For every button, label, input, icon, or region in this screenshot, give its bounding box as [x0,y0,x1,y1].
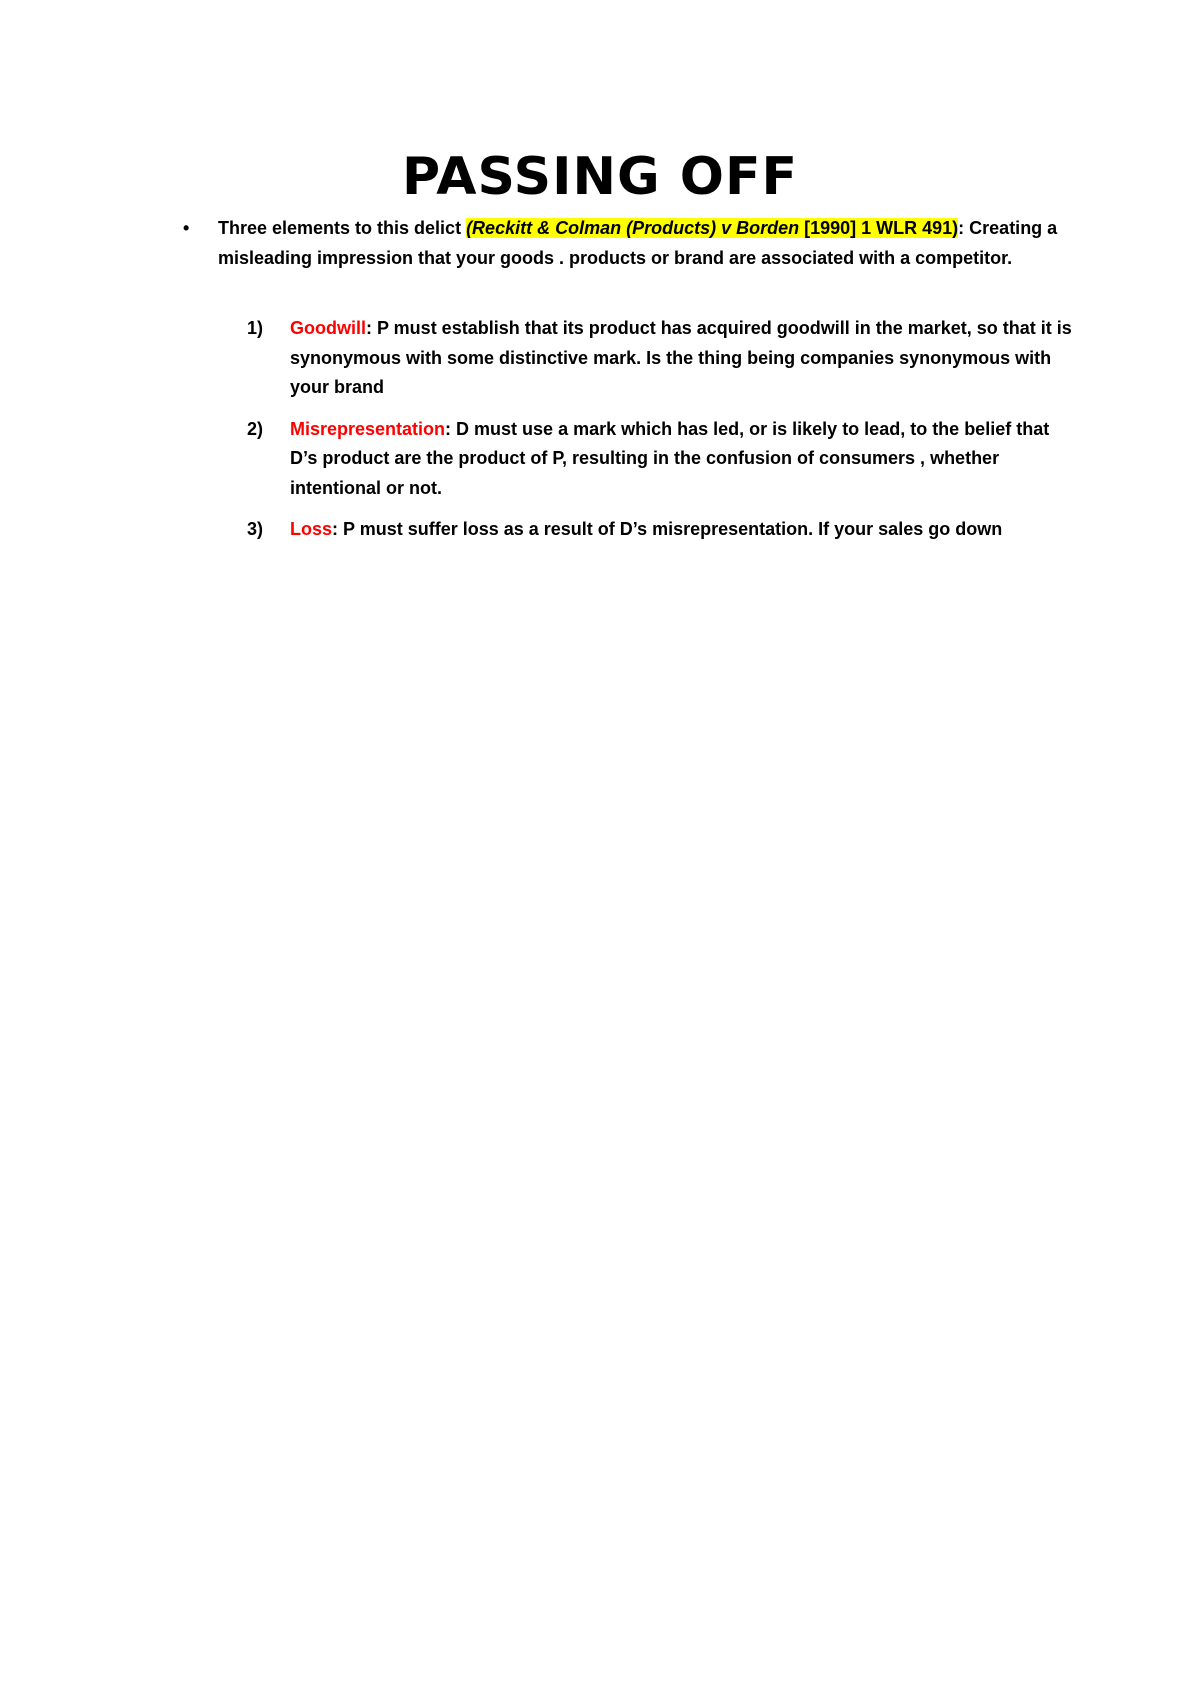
list-item-text [290,515,1077,545]
citation-reference: [1990] 1 WLR 491 [799,218,953,238]
bullet-marker: • [183,218,190,238]
definition-text: : Creating a misleading impression that your goods . products or brand are associated with a competitor. [218,218,1058,268]
citation-highlight [466,218,958,238]
list-number: 3) [247,519,264,539]
element-description: : P must suffer loss as a result of D’s misrepresentation. If your sales go down [332,519,1003,539]
element-description: : P must establish that its product has acquired goodwill in the market, so that it is synonymous with some distinctive mark. Is the thing being companies synonymous with your brand [290,318,1072,397]
list-number: 1) [247,318,264,338]
list-item-text [290,415,1077,504]
list-number: 2) [247,418,264,439]
element-description: : D must use a mark which has led, or is likely to lead, to the belief that D’s product are the product of P, resulting in the confusion of consumers , whether intentional or not. [290,418,1050,498]
bullet-paragraph [183,214,1063,273]
citation-case-name: (Reckitt & Colman (Products) v Borden [466,218,800,238]
citation-close: ) [952,218,959,238]
page-title: PASSING OFF [401,147,799,207]
element-term: Goodwill [290,318,366,338]
element-term: Misrepresentation [290,418,446,439]
elements-list [247,314,1077,557]
intro-text: Three elements to this delict [218,218,467,238]
list-item [247,314,1077,403]
list-item-text [290,314,1077,403]
bullet-text [218,214,1058,273]
list-item [247,415,1077,504]
element-term: Loss [290,519,333,539]
list-item [247,515,1077,545]
